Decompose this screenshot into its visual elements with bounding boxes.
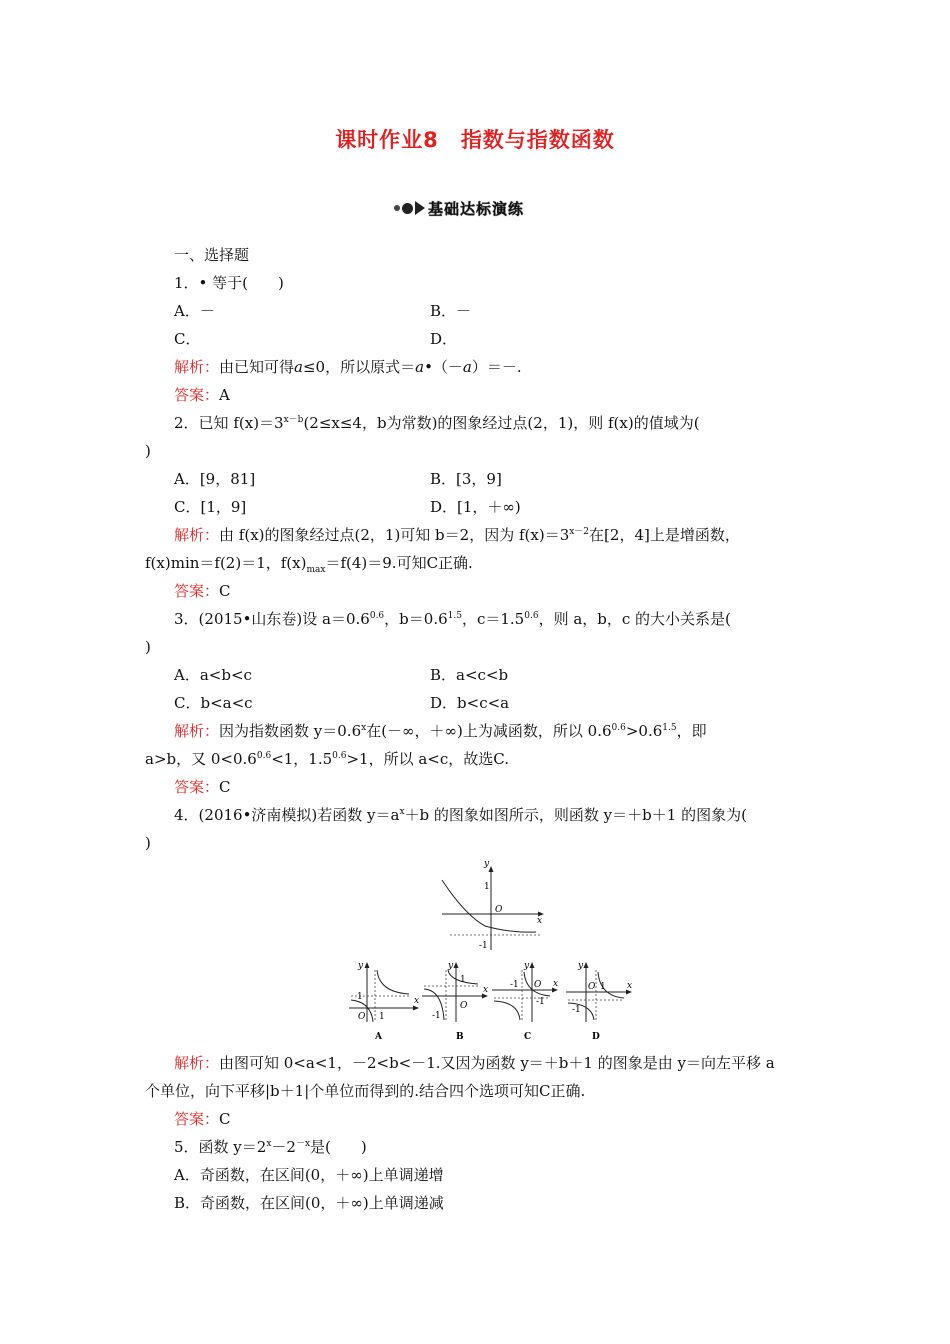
tick-label: -1 (536, 997, 545, 1007)
y-label: y (484, 860, 490, 869)
option-label: A (375, 1032, 382, 1042)
q3-option-b: B．a<c<b (430, 666, 509, 684)
tick-label: -1 (510, 980, 519, 990)
q5-option-a: A．奇函数，在区间(0，＋∞)上单调递增 (174, 1166, 444, 1184)
origin-label: O (588, 982, 596, 992)
origin-label: O (495, 905, 503, 915)
option-label: D (592, 1032, 600, 1042)
y-axis-arrow-icon (365, 962, 370, 968)
bullet-dot-icon (394, 205, 400, 211)
function-curve (494, 1001, 520, 1020)
q1-option-d: D． (430, 330, 458, 348)
tick-label: 1 (600, 982, 606, 992)
q2-option-b: B．[3，9] (430, 470, 502, 488)
y-label: y (358, 961, 364, 971)
page-title: 课时作业8 指数与指数函数 (335, 128, 615, 152)
q3-analysis-line1: 解析：因为指数函数 $y=0.6^x$在(－∞，＋∞)上为减函数，所以 $0.6^{0.6}>0.6^{1.5}$，即 (174, 722, 707, 740)
y-axis-arrow-icon (530, 962, 535, 968)
q3-answer: 答案：C (174, 778, 231, 796)
origin-label: O (358, 1012, 366, 1022)
q3-option-c: C．b<a<c (174, 694, 253, 712)
tick-label: -1 (479, 941, 488, 951)
tick-label: 1 (357, 992, 363, 1002)
tick-label: 1 (460, 975, 466, 985)
origin-label: O (534, 980, 542, 990)
q4-option-c-graph (488, 958, 568, 1042)
q5-stem: 5．函数 $y=2^x-2^{-x}$是( ) (174, 1138, 367, 1156)
y-label: y (524, 961, 530, 971)
q1-analysis: 解析：由已知可得a≤0，所以原式＝a•（－a）＝－. (174, 358, 522, 376)
q4-answer: 答案：C (174, 1110, 231, 1128)
q4-stem: 4．(2016•济南模拟)若函数 $y=a^x+b$ 的图象如图所示，则函数 y＝＋b＋1 的图象为( (174, 806, 747, 824)
q2-analysis-line2: f(x)min＝f(2)＝1，$f(x)_{max}=f(4)=9$.可知C正确. (145, 554, 473, 575)
q2-answer: 答案：C (174, 582, 231, 600)
q4-analysis-line1: 解析：由图可知 0<a<1，－2<b<－1.又因为函数 y＝＋b＋1 的图象是由 y＝向左平移 a (174, 1054, 775, 1072)
q3-option-d: D．b<c<a (430, 694, 510, 712)
y-label: y (448, 961, 454, 971)
q3-stem: 3．(2015•山东卷)设 $a=0.6^{0.6}$，$b=0.6^{1.5}$，$c=1.5^{0.6}$，则 a，b，c 的大小关系是( (174, 610, 731, 628)
y-axis-arrow-icon (489, 866, 494, 872)
q4-stem-cont: ) (145, 834, 151, 852)
q2-option-d: D．[1，＋∞) (430, 498, 521, 516)
q1-answer: 答案：A (174, 386, 230, 404)
x-label: x (483, 985, 489, 995)
function-curve (377, 970, 409, 994)
q3-analysis-line2: a>b，又 $0<0.6^{0.6}<1$，$1.5^{0.6}>1$，所以 a<c，故选C. (145, 750, 509, 768)
option-label: B (456, 1032, 464, 1042)
q2-option-c: C．[1，9] (174, 498, 247, 516)
q1-option-c: C． (174, 330, 201, 348)
q4-analysis-line2: 个单位，向下平移|b＋1|个单位而得到的.结合四个选项可知C正确. (145, 1082, 586, 1100)
x-label: x (553, 979, 559, 989)
x-label: x (414, 996, 420, 1006)
q2-analysis-line1: 解析：由 f(x)的图象经过点(2，1)可知 b＝2，因为 $f(x)=3^{x-2}$在[2，4]上是增函数， (174, 526, 740, 544)
q4-option-b-graph (418, 958, 498, 1042)
q3-option-a: A．a<b<c (174, 666, 252, 684)
q1-option-a: A．－ (174, 302, 215, 320)
tick-label: 1 (484, 882, 490, 892)
q4-option-d-graph (562, 958, 642, 1042)
origin-label: O (460, 1001, 468, 1011)
q2-stem: 2．已知 $f(x)=3^{x-b}(2\le x\le 4$，b为常数)的图象经过点(2，1)，则 f(x)的值域为( (174, 414, 700, 432)
q5-option-b: B．奇函数，在区间(0，＋∞)上单调递减 (174, 1194, 444, 1212)
q1-stem: 1．• 等于( ) (174, 274, 284, 292)
q4-main-graph (440, 860, 550, 952)
bullet-dot-icon (402, 203, 413, 214)
q2-option-a: A．[9，81] (174, 470, 256, 488)
option-label: C (524, 1032, 532, 1042)
tick-label: -1 (432, 1011, 441, 1021)
tick-label: -1 (572, 1005, 581, 1015)
q2-stem-cont: ) (145, 442, 151, 460)
arrow-icon (415, 201, 425, 215)
x-label: x (627, 981, 633, 991)
q4-option-a-graph (345, 958, 425, 1042)
q3-stem-cont: ) (145, 638, 151, 656)
y-label: y (578, 961, 584, 971)
section-heading: 一、选择题 (174, 246, 250, 264)
y-axis-arrow-icon (454, 962, 459, 968)
y-axis-arrow-icon (584, 962, 589, 968)
section-banner: 基础达标演练 (394, 197, 524, 219)
tick-label: 1 (379, 1012, 385, 1022)
q1-option-b: B．－ (430, 302, 472, 320)
x-label: x (537, 916, 543, 926)
